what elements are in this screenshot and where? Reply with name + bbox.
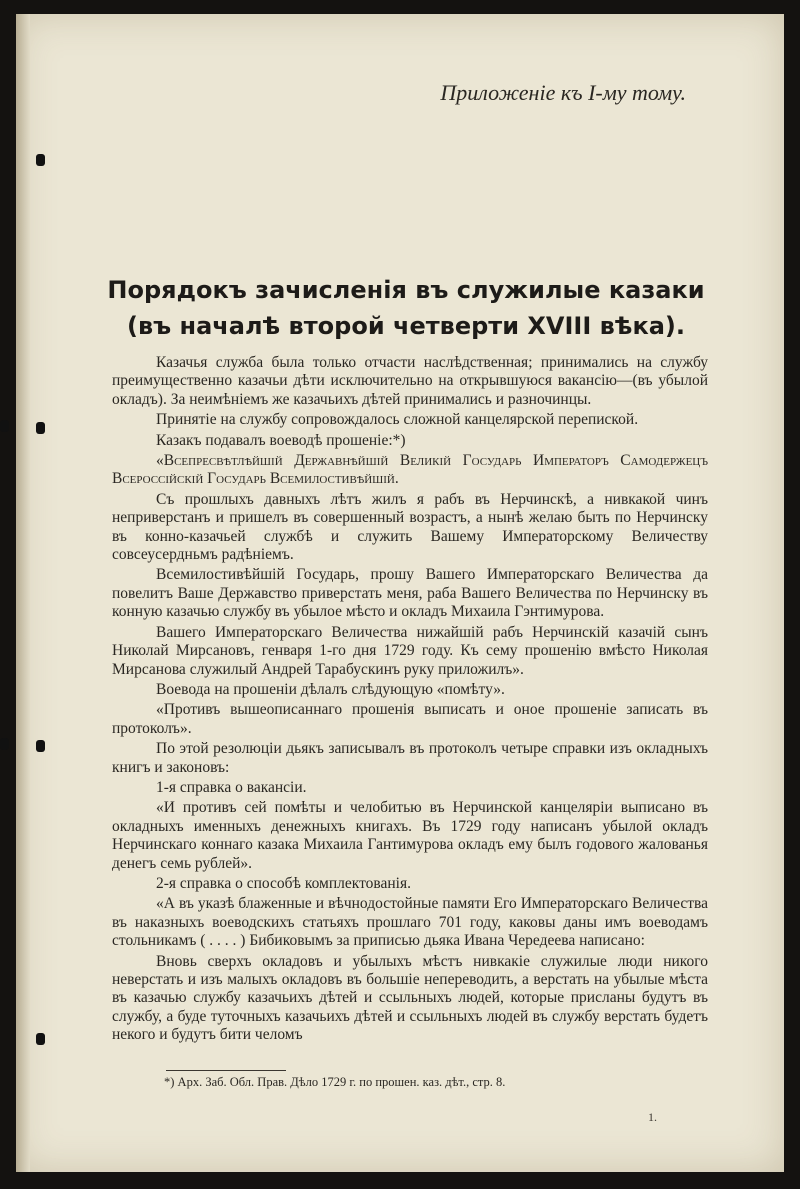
paragraph: Вашего Императорскаго Величества нижайшій рабъ Нерчинскій казачій сынъ Николай Мирсановъ, генваря 1-го дня 1729 году. Къ сему прошенію вмѣсто Николая Мирсанова служилый Андрей Тарабускинъ руку приложилъ». bbox=[112, 623, 708, 678]
paragraph: Воевода на прошеніи дѣлалъ слѣдующую «помѣту». bbox=[156, 680, 505, 698]
body-text bbox=[112, 354, 708, 1047]
document-page bbox=[16, 14, 784, 1172]
paragraph: По этой резолюціи дьякъ записывалъ въ протоколъ четыре справки изъ окладныхъ книгъ и законовъ: bbox=[112, 740, 708, 776]
punch-hole-mark bbox=[0, 738, 9, 750]
footnote: *) Арх. Заб. Обл. Прав. Дѣло 1729 г. по прошен. каз. дѣт., стр. 8. bbox=[164, 1075, 506, 1089]
footnote-rule bbox=[166, 1070, 286, 1071]
paragraph: «И противъ сей помѣты и челобитью въ Нерчинской канцеляріи выписано въ окладныхъ именныхъ денежныхъ книгахъ. Въ 1729 году написанъ убылой окладъ Нерчинскаго коннаго казака Михаила Гантимурова окладъ ему былъ годового жалованья денегъ семь рублей». bbox=[112, 799, 708, 872]
paragraph: «Противъ вышеописаннаго прошенія выписать и оное прошеніе записать въ протоколъ». bbox=[112, 701, 708, 737]
paragraph: Казачья служба была только отчасти наслѣдственная; принимались на службу преимущественно казачьи дѣти исключительно на открывшуюся вакансію—(въ убылой окладъ). За неимѣніемъ же казачьихъ дѣтей принимались и разночинцы. bbox=[112, 354, 708, 408]
paragraph: Вновь сверхъ окладовъ и убылыхъ мѣстъ нивкакіе служилые люди никого неверстать и изъ малыхъ окладовъ въ большіе непереводить, а верстать на убылые мѣста въ казачью службу казачьихъ дѣтей и ссыльныхъ людей, которые присланы будутъ въ службу, а буде туточныхъ казачьихъ дѣтей и ссыльныхъ людей въ службу верстать будетъ некого и будутъ бити челомъ bbox=[112, 952, 708, 1044]
page-gutter bbox=[16, 14, 30, 1172]
paragraph: 2-я справка о способѣ комплектованія. bbox=[156, 874, 411, 892]
punch-hole-mark bbox=[36, 422, 45, 434]
punch-hole-mark bbox=[36, 740, 45, 752]
punch-hole-mark bbox=[0, 420, 9, 432]
paragraph: 1-я справка о вакансіи. bbox=[156, 778, 307, 796]
paragraph: Съ прошлыхъ давныхъ лѣтъ жилъ я рабъ въ Нерчинскѣ, а нивкакой чинъ неприверстанъ и пришелъ въ совершенный возрастъ, а нынѣ желаю быть по Нерчинску въ конно-казачьей службѣ и служить Вашему Императорскому Величеству совсеусердньмъ радѣніемъ. bbox=[112, 490, 708, 564]
paragraph: Всемилостивѣйшій Государь, прошу Вашего Императорскаго Величества да повелитъ Ваше Державство приверстать меня, раба Вашего Величества по Нерчинску въ конную казачью службу въ убылое мѣсто и окладъ Михаила Гэнтимурова. bbox=[112, 566, 708, 621]
punch-hole-mark bbox=[36, 154, 45, 166]
paragraph: «Всепресвѣтлѣйшій Державнѣйшій Великій Государь Императоръ Самодержецъ Всероссійскій Государь Всемилостивѣйшій. bbox=[112, 452, 708, 488]
punch-hole-mark bbox=[36, 1033, 45, 1045]
page-number: 1. bbox=[648, 1110, 657, 1124]
chapter-title: Порядокъ зачисленія въ служилые казаки (въ началѣ второй четверти XVIII вѣка). bbox=[107, 276, 705, 340]
running-header: Приложеніе къ І-му тому. bbox=[440, 80, 686, 105]
paragraph: Казакъ подавалъ воеводѣ прошеніе:*) bbox=[156, 431, 406, 449]
paragraph: Принятіе на службу сопровождалось сложной канцелярской перепиской. bbox=[156, 411, 639, 429]
paragraph: «А въ указѣ блаженные и вѣчнодостойные памяти Его Императорскаго Величества въ наказныхъ воеводскихъ статьяхъ прошлаго 701 году, каковы даны имъ воеводамъ стольникамъ ( . . . . ) Бибиковымъ за приписью дьяка Ивана Чередеева написано: bbox=[112, 895, 708, 950]
